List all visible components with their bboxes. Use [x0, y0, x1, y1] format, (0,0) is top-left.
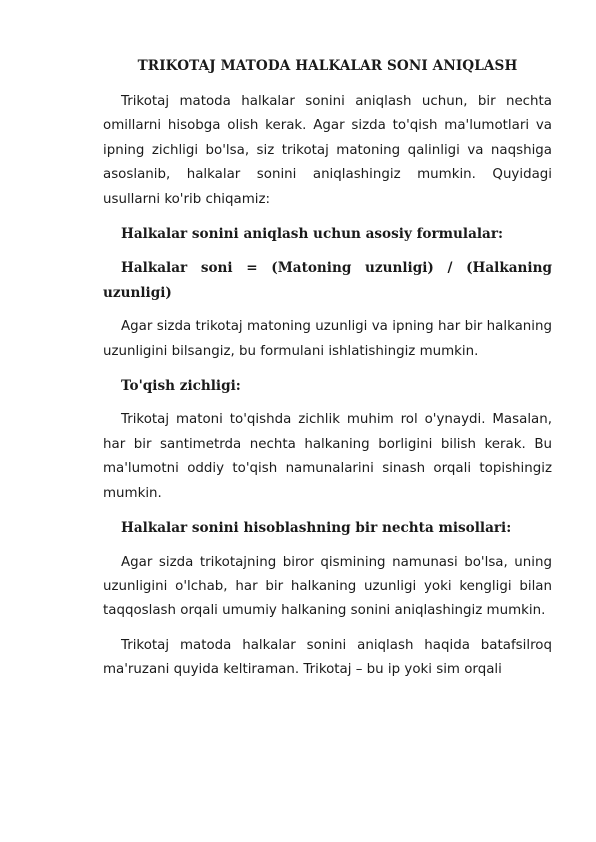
- section-heading-examples: Halkalar sonini hisoblashning bir nechta misollari:: [121, 520, 512, 537]
- formula-paragraph: Halkalar soni = (Matoning uzunligi) / (Halkaning uzunligi): [103, 260, 552, 301]
- document-page: [103, 56, 552, 693]
- section-heading-formulas: Halkalar sonini aniqlash uchun asosiy formulalar:: [121, 226, 504, 243]
- document-title: TRIKOTAJ MATODA HALKALAR SONI ANIQLASH: [137, 58, 518, 74]
- closing-paragraph: Trikotaj matoda halkalar sonini aniqlash haqida batafsilroq ma'ruzani quyida keltiraman. Trikotaj – bu ip yoki sim orqali: [103, 637, 552, 678]
- formula-explanation-paragraph: Agar sizda trikotaj matoning uzunligi va ipning har bir halkaning uzunligini bilsangiz, bu formulani ishlatishingiz mumkin.: [103, 319, 552, 359]
- intro-paragraph: Trikotaj matoda halkalar sonini aniqlash uchun, bir nechta omillarni hisobga olish kerak. Agar sizda to'qish ma'lumotlari va ipning zichligi bo'lsa, siz trikotaj matoning qalinligi va naqshiga asoslanib, halkalar sonini aniqlashingiz mumkin. Quyidagi usullarni ko'rib chiqamiz:: [103, 94, 552, 207]
- density-paragraph: Trikotaj matoni to'qishda zichlik muhim rol o'ynaydi. Masalan, har bir santimetrda nechta halkaning borligini bilish kerak. Bu ma'lumotni oddiy to'qish namunalarini sinash orqali topishingiz mumkin.: [103, 412, 552, 501]
- section-heading-density: To'qish zichligi:: [121, 378, 241, 395]
- examples-paragraph: Agar sizda trikotajning biror qismining namunasi bo'lsa, uning uzunligini o'lchab, har bir halkaning uzunligi yoki kengligi bilan taqqoslash orqali umumiy halkaning sonini aniqlashingiz mumkin.: [103, 554, 552, 619]
